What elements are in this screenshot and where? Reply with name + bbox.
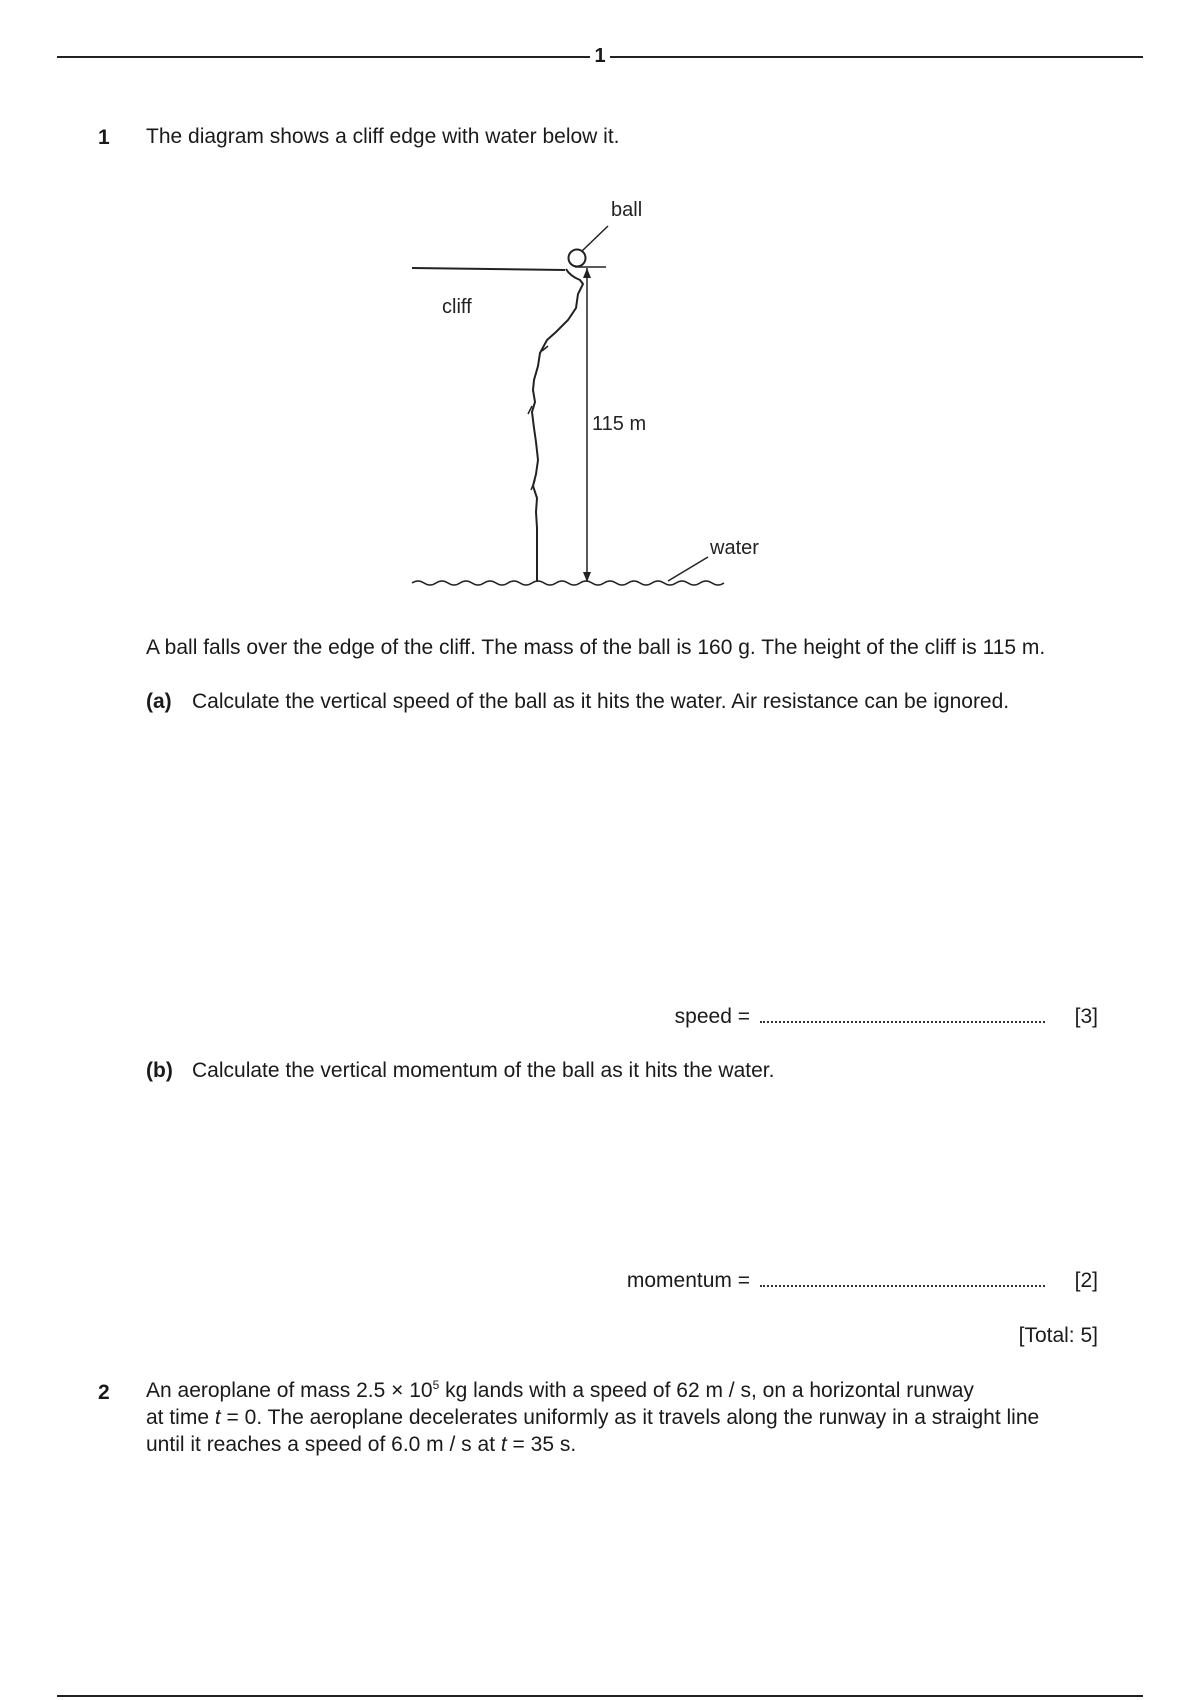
question-2-text: at time [146, 1406, 215, 1429]
part-b-text: Calculate the vertical momentum of the ball as it hits the water. [192, 1059, 775, 1082]
question-2-text: kg lands with a speed of 62 m / s, on a horizontal runway [439, 1379, 974, 1402]
speed-answer-label: speed = [674, 1005, 750, 1028]
part-b-label: (b) [146, 1059, 173, 1082]
page-number: 1 [590, 46, 610, 66]
water-label: water [710, 537, 759, 559]
ball-label: ball [611, 199, 643, 221]
part-b-marks: [2] [1074, 1269, 1098, 1292]
part-b-question [146, 1057, 774, 1084]
speed-answer-line[interactable] [760, 1007, 1045, 1023]
question-1-number: 1 [98, 126, 110, 149]
cliff-label: cliff [442, 296, 472, 318]
water-surface [412, 581, 724, 585]
speed-answer-row [675, 1005, 1045, 1029]
ball [569, 250, 586, 267]
cliff-diagram-svg [370, 180, 800, 600]
question-2-text: until it reaches a speed of 6.0 m / s at [146, 1433, 501, 1456]
exponent: 5 [432, 1378, 440, 1392]
water-leader-line [668, 557, 708, 581]
part-a-text: Calculate the vertical speed of the ball as it hits the water. Air resistance can be ignored. [192, 690, 1010, 713]
momentum-answer-row [627, 1269, 1045, 1293]
question-2-line-2 [146, 1404, 1039, 1431]
question-2-text: = 35 s. [506, 1433, 577, 1456]
height-arrow-head-top [583, 268, 591, 278]
momentum-answer-line[interactable] [760, 1271, 1045, 1287]
cliff-face [532, 269, 583, 582]
time-variable: t [214, 1406, 221, 1429]
question-2-line-1 [146, 1377, 974, 1404]
momentum-answer-label: momentum = [626, 1269, 750, 1292]
ball-leader-line [582, 226, 608, 251]
time-variable: t [500, 1433, 507, 1456]
question-2-text: An aeroplane of mass 2.5 × 10 [146, 1379, 433, 1402]
height-label: 115 m [592, 413, 647, 435]
question-2-line-3 [146, 1431, 576, 1458]
part-a-question [146, 688, 1009, 715]
part-a-marks: [3] [1074, 1005, 1098, 1028]
question-1-intro: The diagram shows a cliff edge with water below it. [146, 125, 620, 148]
question-2-text: = 0. The aeroplane decelerates uniformly as it travels along the runway in a straight line [220, 1406, 1040, 1429]
cliff-diagram [370, 180, 800, 600]
question-1-total: [Total: 5] [1018, 1324, 1098, 1347]
question-2-number: 2 [98, 1381, 110, 1404]
question-1-stem: A ball falls over the edge of the cliff. The mass of the ball is 160 g. The height of the cliff is 115 m. [146, 636, 1046, 659]
cliff-top-line [412, 268, 565, 270]
footer-rule [57, 1695, 1143, 1697]
part-a-label: (a) [146, 690, 172, 713]
